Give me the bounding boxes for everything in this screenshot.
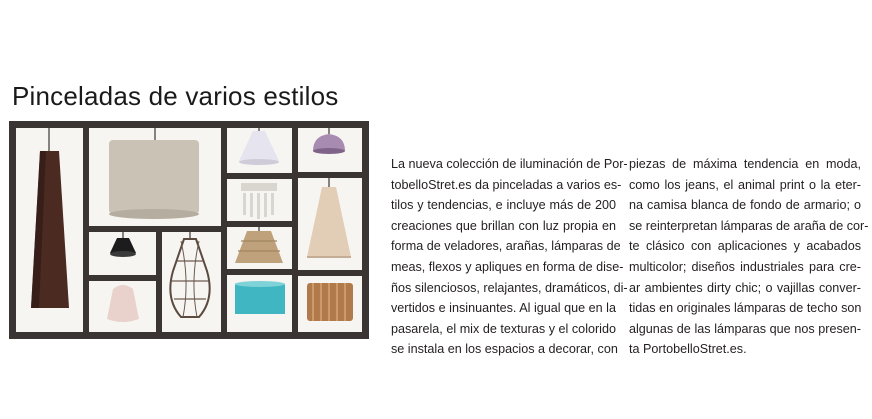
text-line: ar ambientes dirty chic; o vajillas conver- bbox=[629, 280, 861, 295]
text-line: tilos y tendencias, e incluye más de 200 bbox=[391, 198, 616, 213]
article-title: Pinceladas de varios estilos bbox=[12, 81, 339, 111]
text-line: tobelloStret.es da pinceladas a varios es- bbox=[391, 177, 622, 192]
text-line: vertidos e insinuantes. Al igual que en la bbox=[391, 301, 616, 316]
article-column-1 bbox=[391, 154, 628, 360]
text-line: creaciones que brillan con luz propia en bbox=[391, 218, 616, 233]
text-line: forma de veladores, arañas, lámparas de bbox=[391, 239, 621, 254]
text-line: se reinterpretan lámparas de araña de cor- bbox=[629, 218, 869, 233]
text-line: na camisa blanca de fondo de armario; o bbox=[629, 198, 861, 213]
text-line: piezas de máxima tendencia en moda, bbox=[629, 157, 861, 171]
text-line: La nueva colección de iluminación de Por- bbox=[391, 157, 628, 171]
text-line: ta PortobelloStret.es. bbox=[629, 342, 747, 357]
lamps-shelf-photo bbox=[9, 121, 369, 339]
text-line: multicolor; diseños industriales para cre- bbox=[629, 259, 861, 274]
text-line: te clásico con aplicaciones y acabados bbox=[629, 239, 861, 254]
text-line: como los jeans, el animal print o la eter- bbox=[629, 177, 861, 192]
text-line: algunas de las lámparas que nos presen- bbox=[629, 321, 861, 336]
text-line: pasarela, el mix de texturas y el colorido bbox=[391, 321, 616, 336]
text-line: ños silenciosos, relajantes, dramáticos, di- bbox=[391, 280, 628, 295]
article-column-2 bbox=[629, 154, 869, 360]
text-line: meas, flexos y apliques en forma de dise- bbox=[391, 259, 624, 274]
text-line: se instala en los espacios a decorar, con bbox=[391, 342, 618, 357]
text-line: tidas en originales lámparas de techo son bbox=[629, 301, 862, 316]
